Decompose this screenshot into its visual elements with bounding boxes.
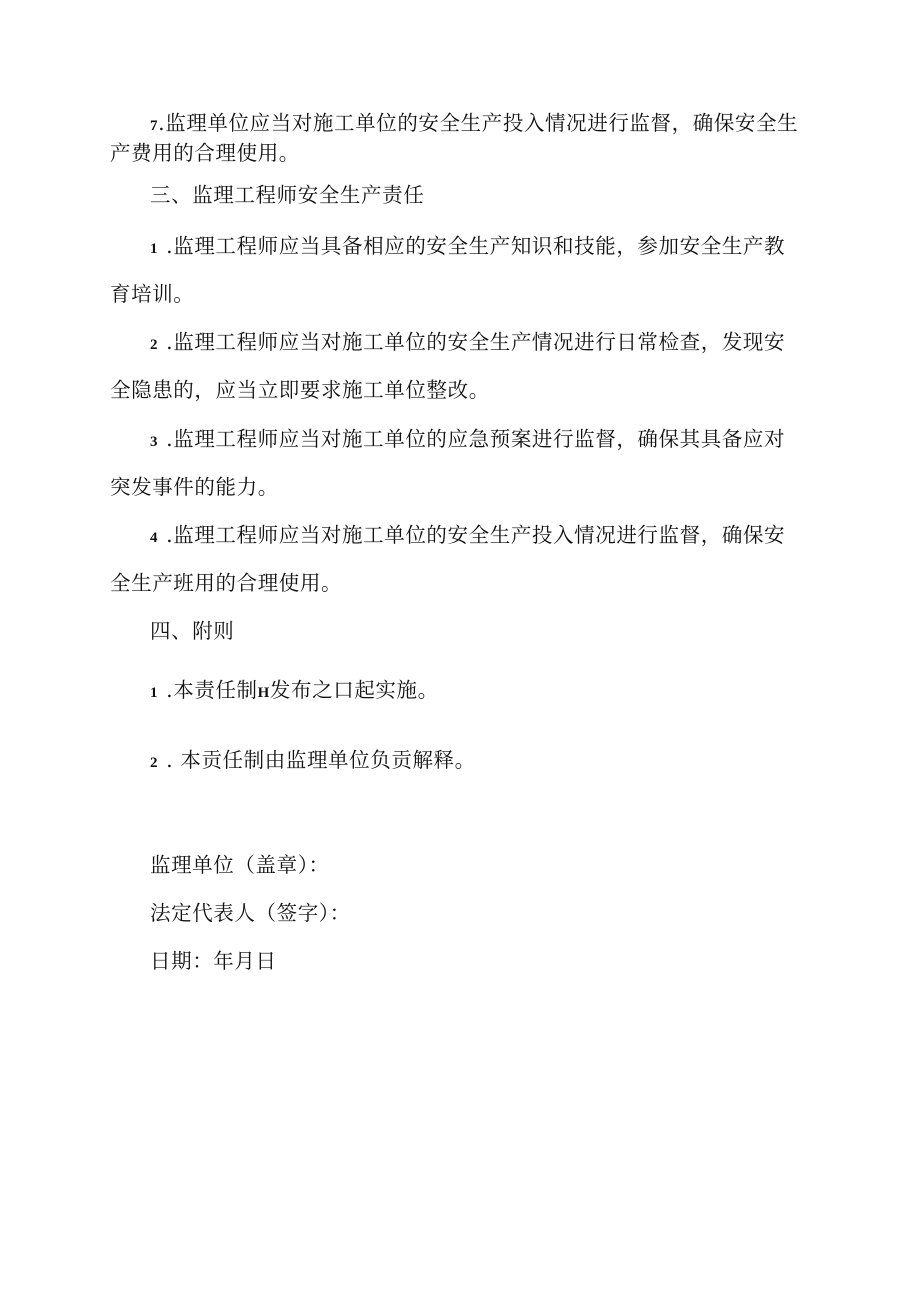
s3-item-2-line1 [150,318,850,369]
s3-item-4-line1 [150,511,850,562]
signature-representative: 法定代表人（签字）： [150,901,351,925]
s3-item-3-line1 [150,415,850,466]
s3-item-2-line2: 全隐患的，应当立即要求施工单位整改。 [110,378,490,402]
s4-item-1 [150,666,850,717]
item-number: 4 [150,530,159,546]
signature-date: 日期：年月日 [150,949,277,973]
item-number: 7 [150,118,159,134]
item-number: 2 [150,755,159,771]
item-text: .监理单位应当对施工单位的安全生产投入情况进行监督，确保安全生 [158,111,799,135]
item-number: 3 [150,434,159,450]
s3-item-3-line2: 突发事件的能力。 [110,475,279,499]
section-heading-3: 三、监理工程师安全生产责任 [150,183,425,207]
item-text: .监理工程师应当具备相应的安全生产知识和技能，参加安全生产教 [166,234,786,258]
s3-item-1-line2: 育培训。 [110,282,195,306]
item-text: . 本贡任制由监理单位负贡解释。 [166,748,476,772]
paragraph-item-7-line2: 产费用的合理使用。 [110,141,300,165]
item-text: .监理工程师应当对施工单位的应急预案进行监督，确保其具备应对 [166,427,786,451]
item-text-b: H [257,685,270,701]
section-heading-4: 四、附则 [150,619,235,643]
item-text-c: 发布之口起实施。 [269,678,439,702]
s3-item-4-line2: 全生产班用的合理使用。 [110,571,343,595]
signature-unit: 监理单位（盖章）： [150,853,330,877]
item-text-a: .本责任制 [166,678,258,702]
item-number: 1 [150,241,159,257]
s4-item-2 [150,736,850,787]
item-number: 2 [150,337,159,353]
item-text: .监理工程师应当对施工单位的安全生产投入情况进行监督，确保安 [166,523,786,547]
s3-item-1-line1 [150,222,850,273]
item-text: .监理工程师应当对施工单位的安全生产情况进行日常检查，发现安 [166,330,786,354]
item-number: 1 [150,685,159,701]
